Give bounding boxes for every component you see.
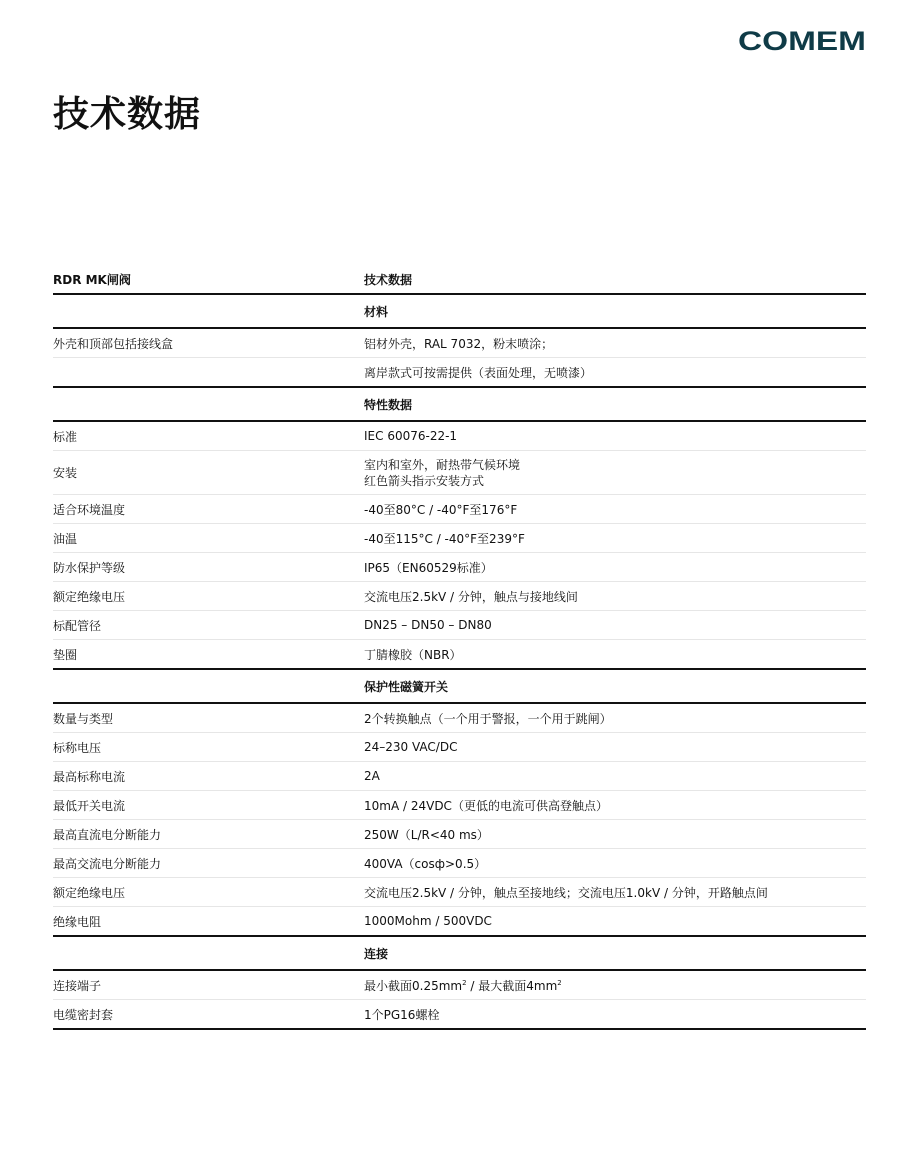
row-value: 离岸款式可按需提供（表面处理，无喷漆） [364, 365, 593, 380]
row-label: 标称电压 [53, 740, 102, 755]
row-value: 1个PG16螺栓 [364, 1007, 440, 1022]
row-value: 10mA / 24VDC（更低的电流可供高登触点） [364, 798, 608, 813]
row-value: 铝材外壳，RAL 7032，粉末喷涂； [364, 336, 554, 351]
table-row [53, 733, 866, 762]
row-label: 数量与类型 [53, 711, 114, 726]
row-value: IP65（EN60529标准） [364, 560, 493, 575]
table-row [53, 329, 866, 358]
section-materials [53, 295, 866, 329]
row-label: 防水保护等级 [53, 560, 126, 575]
table-row [53, 582, 866, 611]
row-value: -40至80°C / -40°F至176°F [364, 502, 518, 517]
row-label: 电缆密封套 [53, 1007, 114, 1022]
row-label: 绝缘电阻 [53, 914, 102, 929]
row-value: IEC 60076-22-1 [364, 429, 458, 443]
row-value: 1000Mohm / 500VDC [364, 914, 492, 928]
row-label: 标配管径 [53, 618, 102, 633]
section-reed-switches [53, 670, 866, 704]
header-product: RDR MK闸阀 [53, 273, 131, 287]
row-value: 2A [364, 769, 380, 783]
row-value: DN25 – DN50 – DN80 [364, 618, 492, 632]
row-label: 最低开关电流 [53, 798, 126, 813]
row-value: 丁腈橡胶（NBR） [364, 647, 462, 662]
row-label: 安装 [53, 466, 78, 480]
section-connection [53, 937, 866, 971]
row-label: 最高交流电分断能力 [53, 856, 162, 871]
row-value: 250W（L/R<40 ms） [364, 827, 489, 842]
row-value: 400VA（cosф>0.5） [364, 856, 487, 871]
table-row [53, 553, 866, 582]
table-row [53, 611, 866, 640]
row-label: 油温 [53, 531, 78, 546]
value-part: 最小截面0.25mm [364, 978, 463, 993]
superscript: 2 [557, 978, 562, 987]
section-title: 连接 [364, 946, 389, 961]
row-label: 最高直流电分断能力 [53, 827, 162, 842]
page-title: 技术数据 [53, 94, 202, 135]
section-title: 材料 [364, 304, 389, 319]
table-row [53, 358, 866, 388]
table-row [53, 640, 866, 670]
table-row [53, 849, 866, 878]
table-row [53, 1000, 866, 1030]
table-row [53, 762, 866, 791]
value-line: 室内和室外，耐热带气候环境 [364, 457, 521, 472]
table-row [53, 907, 866, 937]
table-row [53, 971, 866, 1000]
row-value: 2个转换触点（一个用于警报，一个用于跳闸） [364, 711, 612, 726]
row-label: 外壳和顶部包括接线盒 [53, 336, 174, 351]
row-label: 垫圈 [53, 647, 78, 662]
table-row [53, 451, 866, 495]
table-row [53, 820, 866, 849]
table-row [53, 495, 866, 524]
table-row [53, 791, 866, 820]
row-value: -40至115°C / -40°F至239°F [364, 531, 525, 546]
table-row [53, 704, 866, 733]
row-value: 交流电压2.5kV / 分钟，触点至接地线；交流电压1.0kV / 分钟，开路触点间 [364, 885, 768, 900]
row-label: 连接端子 [53, 978, 102, 993]
superscript: 2 [462, 978, 467, 987]
section-characteristics [53, 388, 866, 422]
section-title: 保护性磁簧开关 [364, 679, 449, 694]
value-part: / 最大截面4mm [466, 978, 558, 993]
row-label: 额定绝缘电压 [53, 589, 126, 604]
table-row [53, 524, 866, 553]
row-label: 适合环境温度 [53, 502, 126, 517]
header-tech-data: 技术数据 [364, 273, 413, 287]
logo-text-co: COMEM [738, 28, 866, 54]
row-label: 标准 [53, 429, 78, 444]
table-row [53, 878, 866, 907]
table-header [53, 266, 866, 295]
comem-logo [738, 28, 866, 54]
row-value [364, 457, 866, 489]
row-value: 24–230 VAC/DC [364, 740, 458, 754]
value-line: 红色箭头指示安装方式 [364, 473, 485, 488]
row-label: 额定绝缘电压 [53, 885, 126, 900]
spec-table [53, 266, 866, 1030]
row-value [364, 977, 866, 994]
section-title: 特性数据 [364, 397, 413, 412]
row-value: 交流电压2.5kV / 分钟，触点与接地线间 [364, 589, 578, 604]
table-row [53, 422, 866, 451]
row-label: 最高标称电流 [53, 769, 126, 784]
